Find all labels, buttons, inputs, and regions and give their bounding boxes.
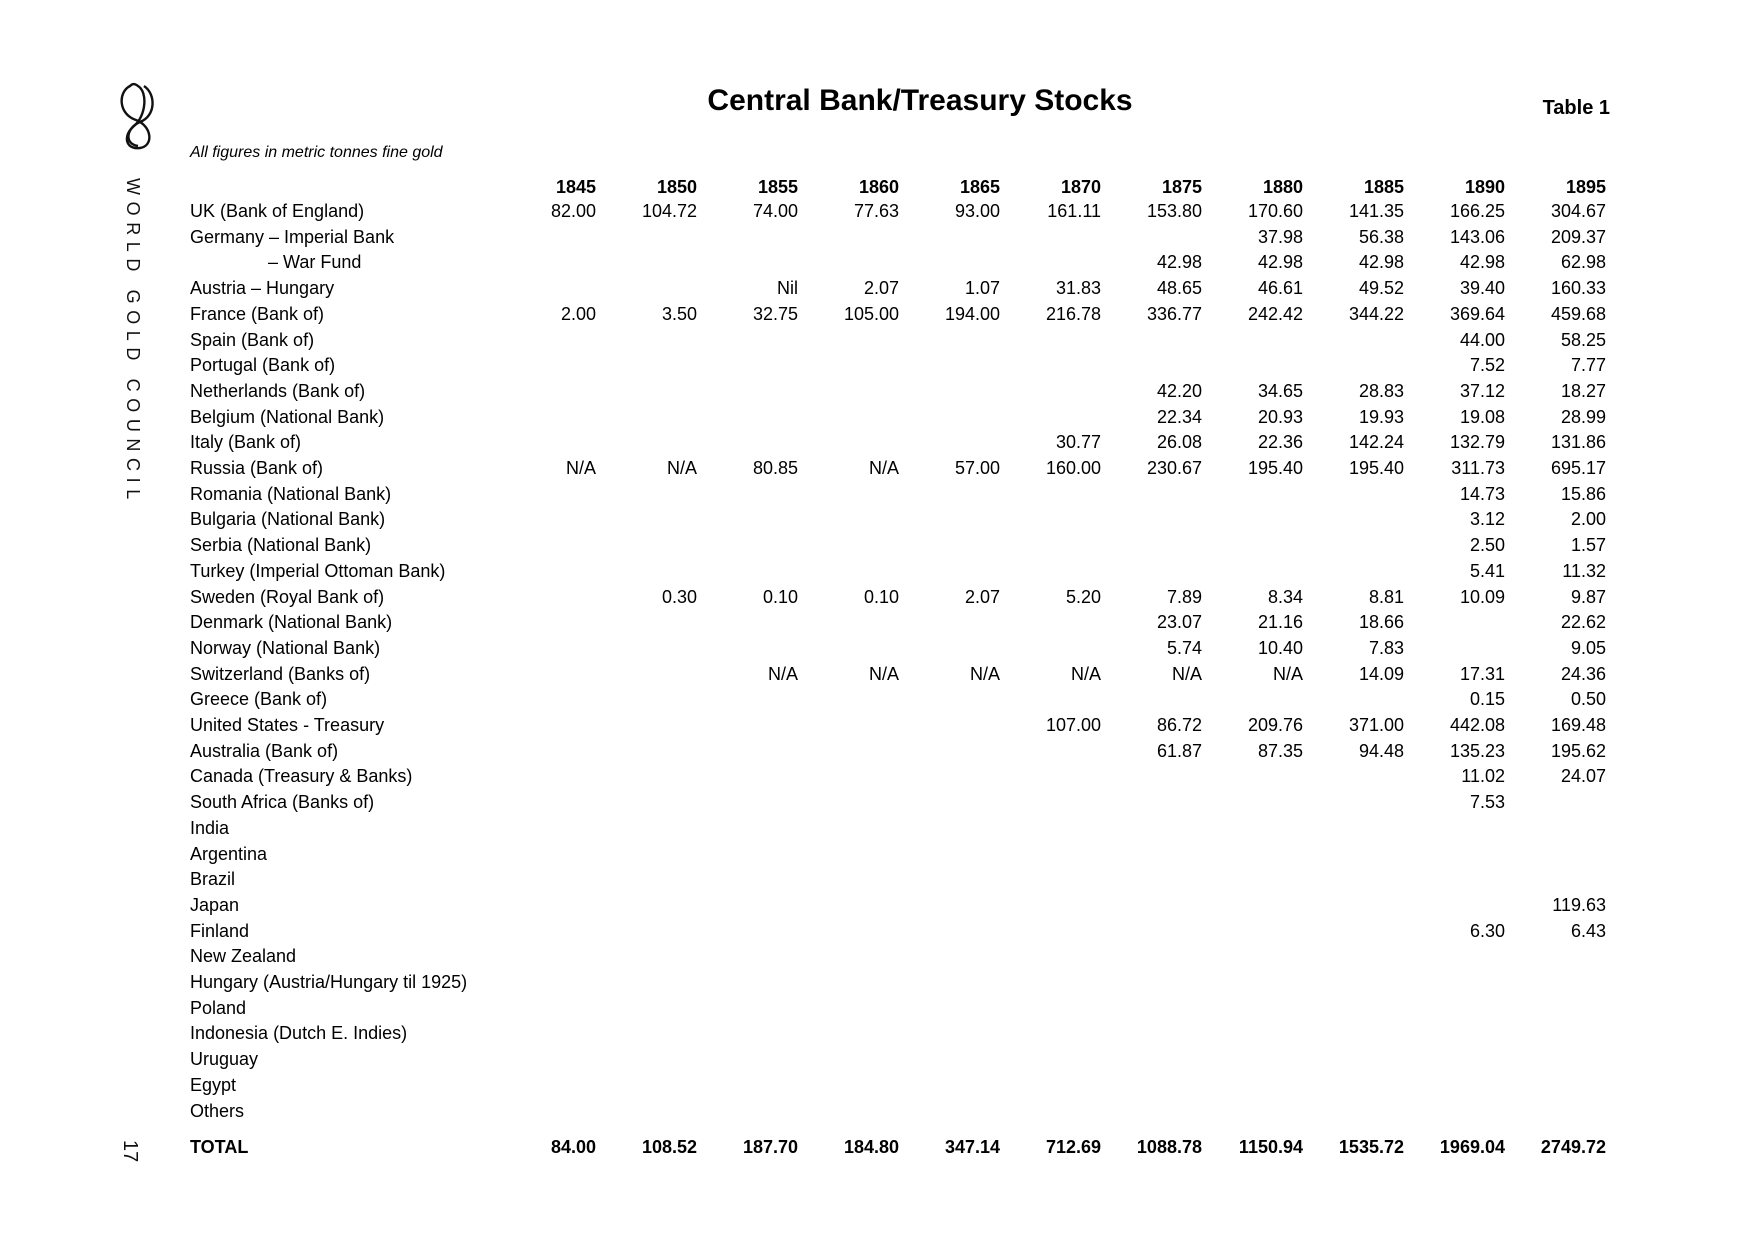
units-note: All figures in metric tonnes fine gold (190, 144, 443, 161)
row-label: Japan (190, 894, 240, 915)
table-cell: 242.42 (1247, 303, 1303, 324)
table-cell: 7.52 (1469, 355, 1505, 376)
table-cell: 6.43 (1570, 920, 1606, 941)
table-row (0, 224, 1754, 250)
table-cell: 143.06 (1449, 226, 1505, 247)
table-cell: 107.00 (1045, 715, 1101, 735)
column-header-year: 1885 (1363, 177, 1404, 197)
column-header-year: 1890 (1464, 177, 1505, 197)
table-cell: 2.00 (560, 303, 596, 324)
table-cell: 2.07 (964, 586, 1000, 607)
row-label: Belgium (National Bank) (190, 406, 385, 427)
row-label: Denmark (National Bank) (190, 612, 393, 633)
table-cell: 369.64 (1449, 303, 1505, 324)
row-label: Bulgaria (National Bank) (190, 509, 386, 530)
table-cell: 10.40 (1257, 637, 1303, 658)
table-cell: N/A (868, 663, 899, 684)
table-cell: 160.00 (1045, 458, 1101, 478)
table-cell: 5.20 (1065, 586, 1101, 607)
table-cell: 9.05 (1570, 637, 1606, 658)
table-cell: 10.09 (1459, 586, 1505, 607)
table-cell: 18.27 (1560, 380, 1606, 401)
table-cell: 24.07 (1560, 766, 1606, 787)
table-cell: 104.72 (641, 201, 697, 221)
row-label: UK (Bank of England) (190, 201, 365, 221)
table-cell: N/A (666, 458, 697, 478)
row-label: Austria – Hungary (190, 278, 335, 299)
table-cell: 11.32 (1562, 560, 1606, 581)
row-label: Indonesia (Dutch E. Indies) (190, 1023, 408, 1044)
table-cell: N/A (1171, 663, 1202, 684)
table-cell: 80.85 (752, 458, 798, 478)
table-cell: 61.87 (1156, 740, 1202, 761)
table-cell: 3.50 (661, 303, 697, 324)
table-cell: N/A (565, 458, 596, 478)
table-cell: 48.65 (1156, 278, 1202, 299)
table-row (0, 352, 1754, 378)
table-row (0, 661, 1754, 687)
table-cell: 8.81 (1368, 586, 1404, 607)
column-header-year: 1855 (757, 177, 798, 197)
table-row (0, 1046, 1754, 1072)
table-cell: 142.24 (1348, 432, 1404, 453)
row-label: Switzerland (Banks of) (190, 663, 371, 684)
row-label: Romania (National Bank) (190, 483, 392, 504)
table-cell: 62.98 (1560, 252, 1606, 273)
table-cell: 1088.78 (1136, 1137, 1202, 1157)
table-cell: 371.00 (1348, 715, 1404, 735)
table-cell: 195.62 (1550, 740, 1606, 761)
table-cell: 74.00 (752, 201, 798, 221)
row-label: South Africa (Banks of) (190, 792, 375, 813)
page-title: Central Bank/Treasury Stocks (707, 84, 1133, 117)
table-cell: 32.75 (752, 303, 798, 324)
row-label: Netherlands (Bank of) (190, 380, 366, 401)
table-row (0, 789, 1754, 815)
table-cell: 30.77 (1055, 432, 1101, 453)
table-cell: 311.73 (1451, 458, 1505, 478)
table-cell: 22.36 (1257, 432, 1303, 453)
table-cell: 119.63 (1552, 894, 1606, 915)
table-cell: 18.66 (1358, 612, 1404, 633)
table-cell: 15.86 (1560, 483, 1606, 504)
organization-name: WORLD GOLD COUNCIL (123, 178, 143, 506)
column-header-year: 1895 (1565, 177, 1606, 197)
table-cell: 24.36 (1560, 663, 1606, 684)
table-row (0, 378, 1754, 404)
table-cell: N/A (969, 663, 1000, 684)
table-row (0, 609, 1754, 635)
table-cell: 184.80 (843, 1137, 899, 1157)
table-cell: 161.11 (1047, 201, 1101, 221)
table-total-row (0, 1134, 1754, 1163)
table-row (0, 943, 1754, 969)
table-row (0, 995, 1754, 1021)
table-cell: 2.00 (1570, 509, 1606, 530)
table-cell: 0.15 (1469, 689, 1505, 710)
table-cell: 160.33 (1550, 278, 1606, 299)
table-cell: 42.98 (1358, 252, 1404, 273)
table-cell: N/A (1070, 663, 1101, 684)
table-row (0, 918, 1754, 944)
table-row (0, 429, 1754, 455)
table-row (0, 686, 1754, 712)
column-header-year: 1850 (656, 177, 697, 197)
page-number: 17 (119, 1140, 141, 1163)
row-label: Others (190, 1100, 245, 1121)
table-cell: 42.98 (1257, 252, 1303, 273)
row-label: Russia (Bank of) (190, 458, 324, 478)
table-cell: 37.98 (1257, 226, 1303, 247)
table-cell: 39.40 (1459, 278, 1505, 299)
table-row (0, 1072, 1754, 1098)
table-row (0, 249, 1754, 275)
table-cell: 77.63 (853, 201, 899, 221)
table-cell: 7.83 (1368, 637, 1404, 658)
table-cell: 42.98 (1156, 252, 1202, 273)
table-cell: 31.83 (1055, 278, 1101, 299)
table-row (0, 712, 1754, 738)
table-cell: 6.30 (1469, 920, 1505, 941)
table-cell: 195.40 (1247, 458, 1303, 478)
row-label: New Zealand (190, 946, 297, 967)
table-cell: 86.72 (1156, 715, 1202, 735)
table-cell: 344.22 (1348, 303, 1404, 324)
table-cell: 7.53 (1469, 792, 1505, 813)
table-cell: 19.93 (1358, 406, 1404, 427)
table-row (0, 584, 1754, 610)
table-cell: 58.25 (1560, 329, 1606, 350)
table-cell: 7.89 (1166, 586, 1202, 607)
table-cell: 2.50 (1469, 535, 1505, 556)
table-row (0, 1020, 1754, 1046)
table-cell: 9.87 (1570, 586, 1606, 607)
table-cell: 44.00 (1459, 329, 1505, 350)
table-cell: 57.00 (954, 458, 1000, 478)
table-row (0, 558, 1754, 584)
table-cell: N/A (1272, 663, 1303, 684)
table-cell: 17.31 (1459, 663, 1505, 684)
table-cell: 22.34 (1156, 406, 1202, 427)
row-label: Australia (Bank of) (190, 740, 339, 761)
table-cell: 8.34 (1267, 586, 1303, 607)
table-cell: 0.10 (762, 586, 798, 607)
row-label: Sweden (Royal Bank of) (190, 586, 385, 607)
table-row (0, 1098, 1754, 1124)
table-cell: 26.08 (1156, 432, 1202, 453)
table-cell: 132.79 (1449, 432, 1505, 453)
table-cell: 46.61 (1257, 278, 1303, 299)
column-header-year: 1870 (1060, 177, 1101, 197)
row-label: Uruguay (190, 1049, 259, 1070)
table-cell: 93.00 (954, 201, 1000, 221)
table-row (0, 815, 1754, 841)
table-cell: 3.12 (1469, 509, 1505, 530)
table-cell: 2749.72 (1540, 1137, 1606, 1157)
table-cell: 1150.94 (1238, 1137, 1303, 1157)
table-row (0, 866, 1754, 892)
row-label: Portugal (Bank of) (190, 355, 336, 376)
table-cell: 56.38 (1358, 226, 1404, 247)
table-cell: 695.17 (1550, 458, 1606, 478)
table-row (0, 841, 1754, 867)
table-cell: 209.37 (1550, 226, 1606, 247)
table-cell: 7.77 (1570, 355, 1606, 376)
table-cell: 442.08 (1449, 715, 1505, 735)
table-row (0, 969, 1754, 995)
table-cell: 209.76 (1247, 715, 1303, 735)
column-header-year: 1875 (1161, 177, 1202, 197)
table-cell: 94.48 (1358, 740, 1404, 761)
row-label: Argentina (190, 843, 268, 864)
table-cell: 23.07 (1156, 612, 1202, 633)
table-cell: 37.12 (1459, 380, 1505, 401)
table-cell: 166.25 (1449, 201, 1505, 221)
table-cell: 187.70 (742, 1137, 798, 1157)
table-header-row (0, 174, 1754, 200)
table-cell: 49.52 (1358, 278, 1404, 299)
row-label: Turkey (Imperial Ottoman Bank) (190, 560, 446, 581)
table-cell: 19.08 (1459, 406, 1505, 427)
column-header-year: 1860 (858, 177, 899, 197)
table-cell: 20.93 (1257, 406, 1303, 427)
table-cell: 21.16 (1257, 612, 1303, 633)
table-cell: 87.35 (1257, 740, 1303, 761)
row-label: Serbia (National Bank) (190, 535, 372, 556)
table-cell: 459.68 (1550, 303, 1606, 324)
table-row (0, 301, 1754, 327)
column-header-year: 1865 (959, 177, 1000, 197)
row-label: Spain (Bank of) (190, 329, 315, 350)
table-cell: 84.00 (550, 1137, 596, 1157)
row-label: India (190, 817, 230, 838)
world-gold-council-logo-icon (116, 80, 162, 152)
table-cell: 141.35 (1348, 201, 1404, 221)
table-row (0, 198, 1754, 224)
row-label: United States - Treasury (190, 715, 385, 735)
row-label: Canada (Treasury & Banks) (190, 766, 413, 787)
table-cell: 14.73 (1459, 483, 1505, 504)
table-row (0, 506, 1754, 532)
table-cell: 0.50 (1570, 689, 1606, 710)
table-row (0, 892, 1754, 918)
row-label: Brazil (190, 869, 236, 890)
total-label: TOTAL (190, 1137, 249, 1157)
row-label: Greece (Bank of) (190, 689, 328, 710)
table-row (0, 763, 1754, 789)
row-label: Egypt (190, 1074, 237, 1095)
table-cell: 216.78 (1045, 303, 1101, 324)
row-label: Poland (190, 997, 247, 1018)
table-cell: 230.67 (1146, 458, 1202, 478)
table-cell: 34.65 (1257, 380, 1303, 401)
table-cell: 14.09 (1358, 663, 1404, 684)
table-cell: 135.23 (1449, 740, 1505, 761)
table-cell: N/A (868, 458, 899, 478)
table-cell: 1969.04 (1439, 1137, 1505, 1157)
table-cell: 0.30 (661, 586, 697, 607)
table-cell: 22.62 (1560, 612, 1606, 633)
table-cell: 195.40 (1348, 458, 1404, 478)
row-label: – War Fund (268, 252, 362, 273)
row-label: Norway (National Bank) (190, 637, 381, 658)
column-header-year: 1845 (555, 177, 596, 197)
table-cell: 42.20 (1156, 380, 1202, 401)
table-cell: 1535.72 (1338, 1137, 1404, 1157)
table-cell: 42.98 (1459, 252, 1505, 273)
table-cell: 712.69 (1045, 1137, 1101, 1157)
row-label: Finland (190, 920, 250, 941)
row-label: France (Bank of) (190, 303, 325, 324)
row-label: Germany – Imperial Bank (190, 226, 395, 247)
row-label: Italy (Bank of) (190, 432, 302, 453)
table-cell: 194.00 (944, 303, 1000, 324)
table-row (0, 532, 1754, 558)
table-cell: 131.86 (1550, 432, 1606, 453)
table-cell: 2.07 (863, 278, 899, 299)
table-cell: 28.83 (1358, 380, 1404, 401)
table-cell: 1.07 (964, 278, 1000, 299)
table-row (0, 404, 1754, 430)
table-row (0, 635, 1754, 661)
table-row (0, 327, 1754, 353)
table-cell: 170.60 (1247, 201, 1303, 221)
table-row (0, 455, 1754, 481)
table-cell: Nil (777, 278, 798, 299)
table-cell: 304.67 (1550, 201, 1606, 221)
table-label: Table 1 (1542, 97, 1610, 119)
table-cell: 0.10 (863, 586, 899, 607)
table-cell: 11.02 (1461, 766, 1505, 787)
table-cell: 5.74 (1166, 637, 1202, 658)
table-cell: 336.77 (1146, 303, 1202, 324)
table-cell: 153.80 (1146, 201, 1202, 221)
table-row (0, 481, 1754, 507)
table-cell: 5.41 (1469, 560, 1505, 581)
table-row (0, 738, 1754, 764)
row-label: Hungary (Austria/Hungary til 1925) (190, 972, 468, 992)
table-cell: 169.48 (1550, 715, 1606, 735)
table-cell: 108.52 (641, 1137, 697, 1157)
table-row (0, 275, 1754, 301)
column-header-year: 1880 (1262, 177, 1303, 197)
table-cell: 82.00 (550, 201, 596, 221)
table-cell: N/A (767, 663, 798, 684)
table-cell: 1.57 (1570, 535, 1606, 556)
table-cell: 347.14 (944, 1137, 1000, 1157)
table-cell: 28.99 (1560, 406, 1606, 427)
table-cell: 105.00 (843, 303, 899, 324)
